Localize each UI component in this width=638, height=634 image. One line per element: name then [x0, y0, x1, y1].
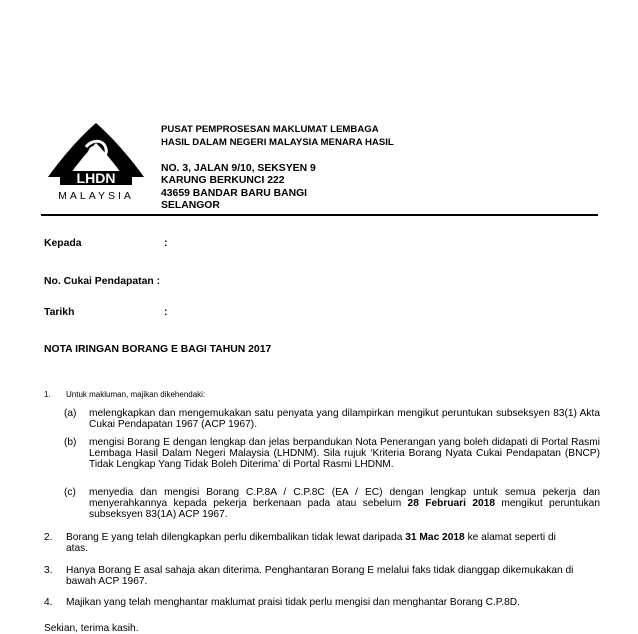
item-2-text-after: ke alamat seperti di atas.	[66, 532, 556, 555]
tarikh-label: Tarikh	[44, 307, 75, 318]
organization-name	[161, 124, 394, 149]
subitem-c-text	[89, 487, 600, 521]
address-line-4: SELANGOR	[161, 199, 220, 211]
item-2-number: 2.	[44, 532, 53, 543]
kepada-label: Kepada	[44, 238, 82, 249]
lhdn-logo	[40, 117, 152, 205]
logo-subtitle: MALAYSIA	[58, 190, 134, 202]
subitem-a	[64, 408, 600, 430]
item-2-text-before: Borang E yang telah dilengkapkan perlu dikembalikan tidak lewat daripada	[66, 532, 406, 543]
address-line-1: NO. 3, JALAN 9/10, SEKSYEN 9	[161, 163, 316, 174]
lhdn-emblem-icon	[40, 117, 152, 205]
logo-text: LHDN	[76, 170, 116, 186]
subitem-c	[64, 487, 600, 521]
tarikh-colon: :	[164, 307, 168, 318]
subitem-a-text: melengkapkan dan mengemukakan satu penyata yang dilampirkan mengikut peruntukan subseksyen 83(1) Akta Cukai Pendapatan 1967 (ACP 1967).	[89, 408, 600, 431]
address-line-3: 43659 BANDAR BARU BANGI	[161, 187, 308, 199]
kepada-colon: :	[164, 238, 168, 249]
header-divider	[41, 214, 598, 216]
kepada-field	[44, 238, 168, 249]
address-block	[161, 163, 316, 212]
document-title: NOTA IRINGAN BORANG E BAGI TAHUN 2017	[44, 344, 272, 355]
subitem-c-deadline: 28 Februari 2018	[407, 498, 495, 510]
item-2-text	[66, 532, 600, 554]
subitem-b-label: (b)	[64, 437, 77, 448]
cukai-label: No. Cukai Pendapatan :	[44, 276, 161, 287]
cukai-field	[44, 276, 160, 287]
item-1-text: Untuk makluman, majikan dikehendaki:	[66, 390, 206, 399]
subitem-c-text-after: mengikut peruntukan subseksyen 83(1A) ACP 1967.	[89, 498, 601, 521]
address-line-2: KARUNG BERKUNCI 222	[161, 175, 285, 187]
item-2-deadline: 31 Mac 2018	[405, 532, 465, 543]
subitem-b-text: mengisi Borang E dengan lengkap dan jelas berpandukan Nota Penerangan yang boleh didapati di Portal Rasmi Lembaga Hasil Dalam Negeri Malaysia (LHDNM). Sila rujuk ‘Kriteria Borang Nyata Cukai Pendapatan (BNCP) Tidak Lengkap Yang Tidak Boleh Diterima’ di Portal Rasmi LHDNM.	[89, 437, 600, 471]
item-1-number: 1.	[44, 390, 51, 399]
org-line-2: HASIL DALAM NEGERI MALAYSIA MENARA HASIL	[161, 136, 394, 148]
item-4	[44, 597, 600, 608]
item-4-text: Majikan yang telah menghantar maklumat praisi tidak perlu mengisi dan menghantar Borang C.P.8D.	[66, 597, 520, 608]
item-3	[44, 565, 600, 587]
org-line-1: PUSAT PEMPROSESAN MAKLUMAT LEMBAGA	[161, 124, 379, 135]
closing-line: Sekian, terima kasih.	[44, 623, 139, 634]
tarikh-field	[44, 307, 168, 318]
item-4-number: 4.	[44, 597, 53, 608]
subitem-b	[64, 437, 600, 471]
item-2	[44, 532, 600, 554]
item-3-number: 3.	[44, 565, 53, 576]
subitem-a-label: (a)	[64, 408, 77, 419]
subitem-c-label: (c)	[64, 487, 76, 498]
item-3-text: Hanya Borang E asal sahaja akan diterima. Penghantaran Borang E melalui faks tidak dianggap dikemukakan di bawah ACP 1967.	[66, 565, 574, 588]
subitem-c-text-before: menyedia dan mengisi Borang C.P.8A / C.P.8C (EA / EC) dengan lengkap untuk semua pekerja dan menyerahkannya kepada pekerja berkenaan pada atau sebelum	[89, 487, 600, 510]
